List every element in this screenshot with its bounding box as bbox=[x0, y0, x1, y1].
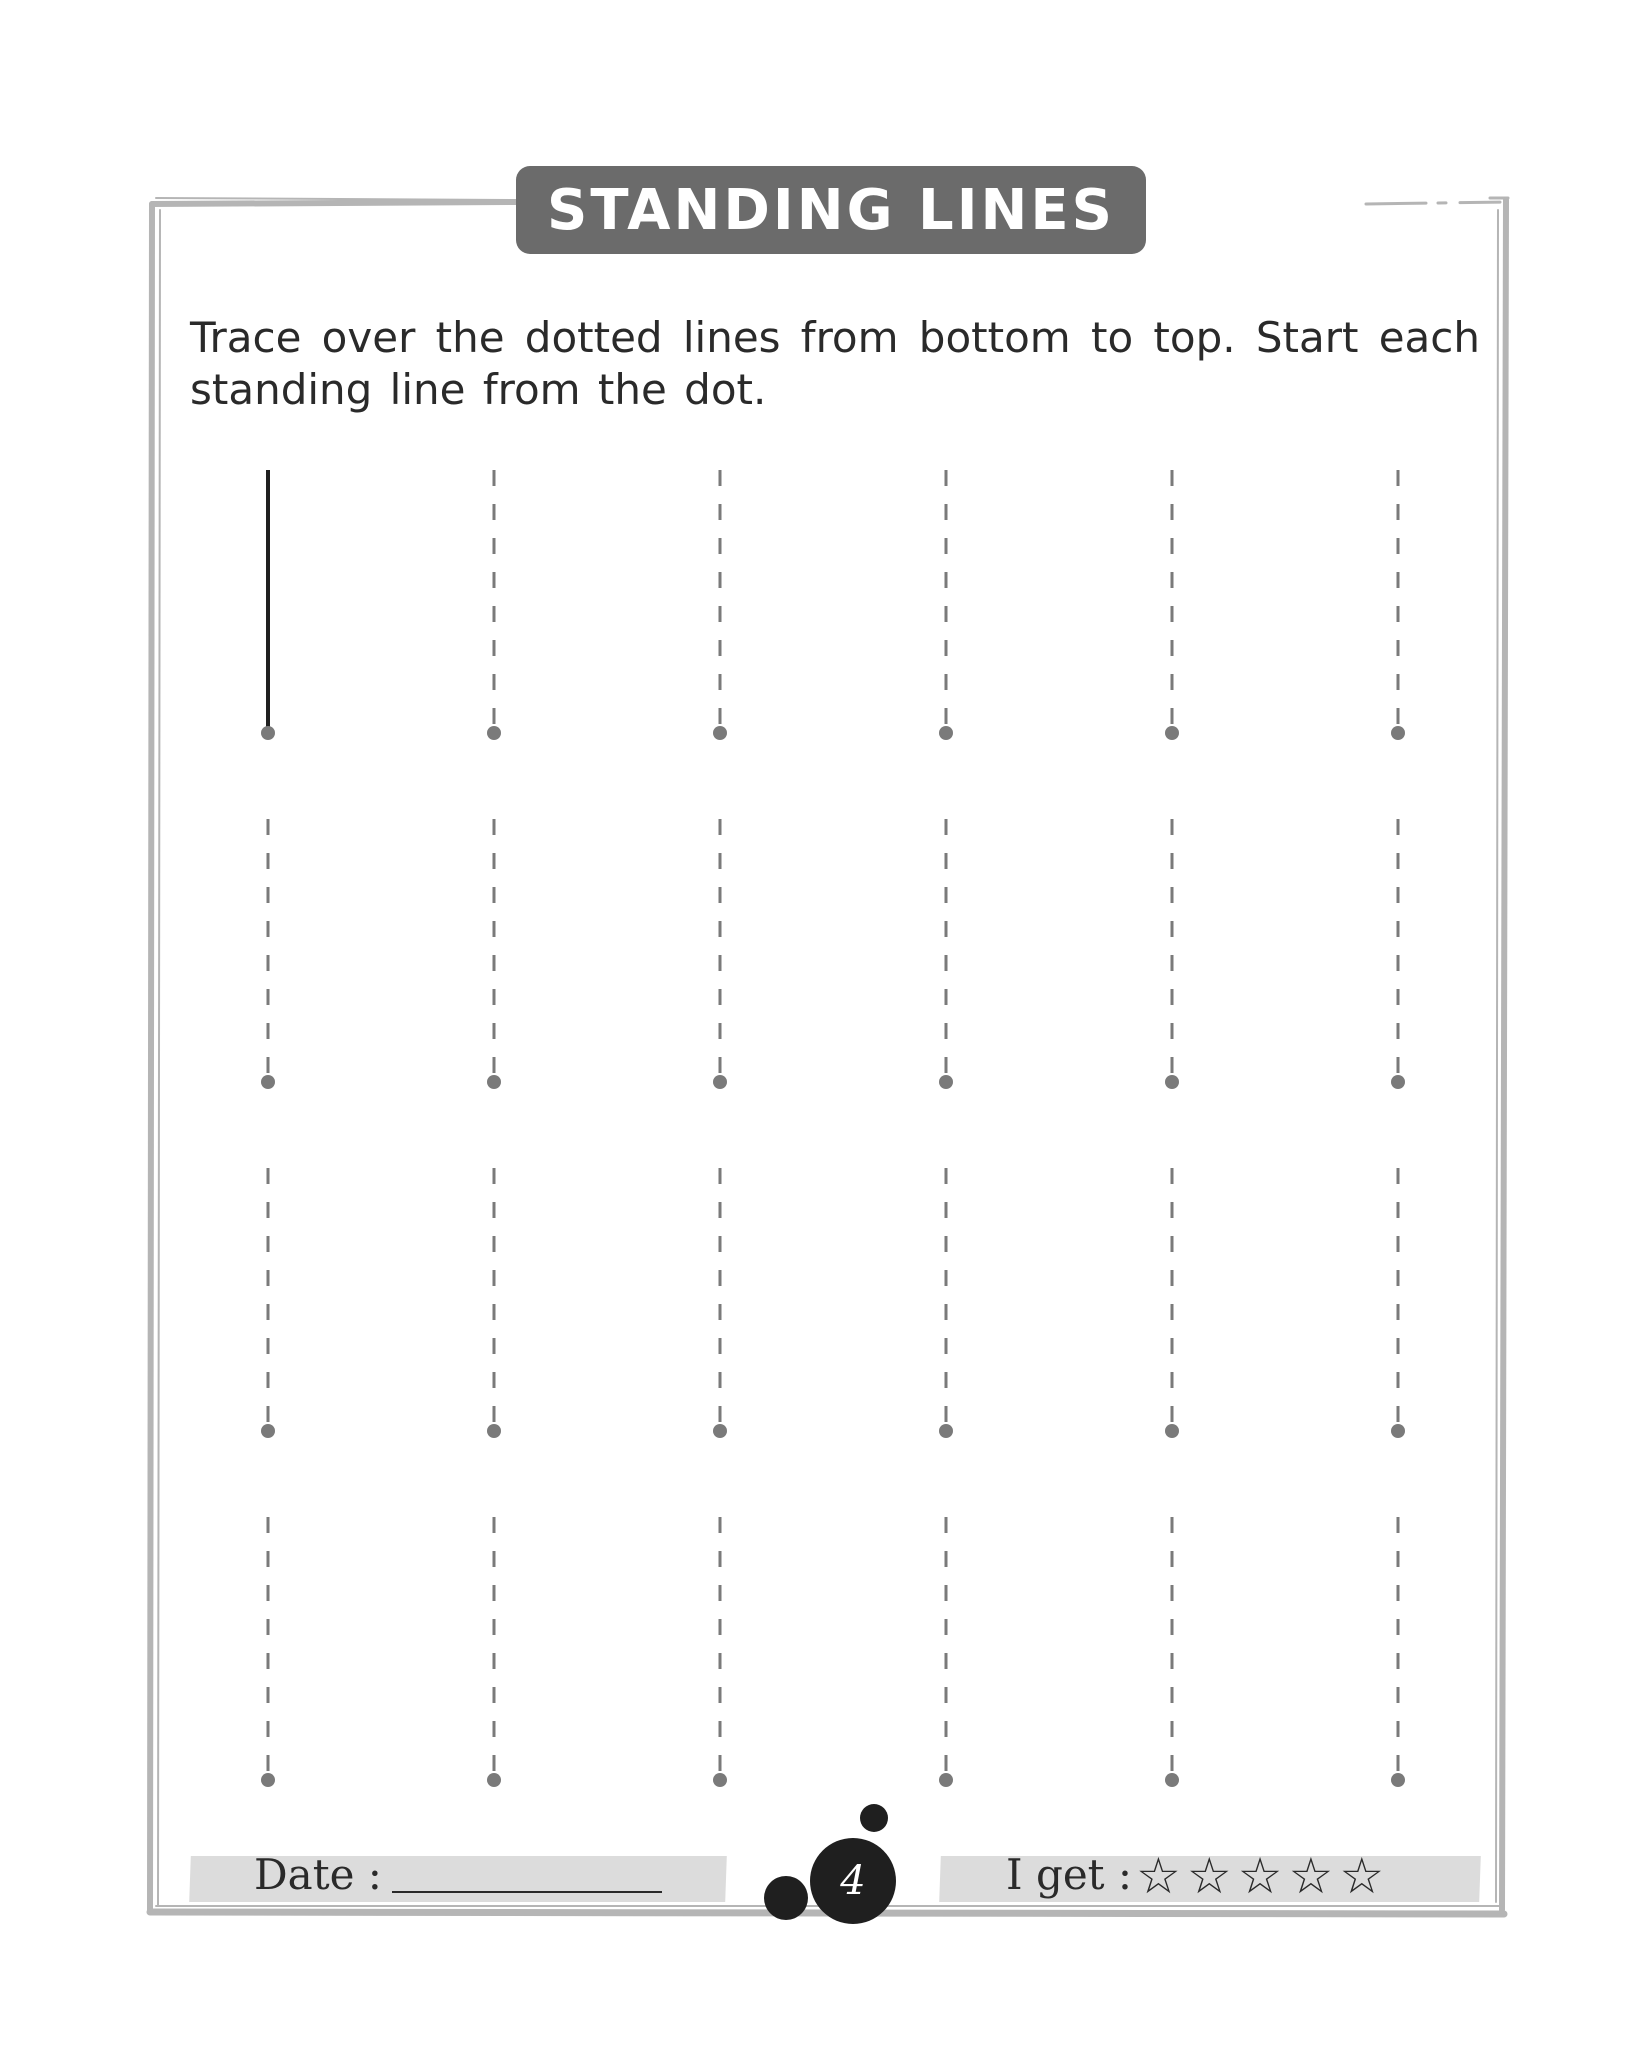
start-dot bbox=[487, 1075, 501, 1089]
start-dot bbox=[261, 1075, 275, 1089]
start-dot bbox=[261, 726, 275, 740]
start-dot bbox=[713, 726, 727, 740]
instructions-text: Trace over the dotted lines from bottom to top. Start each standing line from the dot. bbox=[190, 313, 1480, 414]
start-dot bbox=[939, 1773, 953, 1787]
star-icon[interactable]: ☆ bbox=[1237, 1847, 1283, 1905]
start-dot bbox=[1165, 1773, 1179, 1787]
start-dot bbox=[939, 1424, 953, 1438]
title-banner bbox=[516, 166, 1146, 254]
start-dot bbox=[1391, 726, 1405, 740]
page-border bbox=[150, 198, 1508, 1914]
page-title: STANDING LINES bbox=[546, 177, 1115, 243]
star-icon[interactable]: ☆ bbox=[1288, 1847, 1334, 1905]
start-dot bbox=[1165, 1424, 1179, 1438]
date-label: Date : bbox=[254, 1850, 382, 1899]
start-dot bbox=[939, 1075, 953, 1089]
start-dot bbox=[1165, 726, 1179, 740]
start-dot bbox=[1165, 1075, 1179, 1089]
rating-stars[interactable] bbox=[1136, 1848, 1384, 1904]
date-write-line[interactable] bbox=[392, 1891, 662, 1893]
start-dot bbox=[487, 726, 501, 740]
start-dot bbox=[261, 1773, 275, 1787]
start-dot bbox=[713, 1075, 727, 1089]
start-dot bbox=[713, 1773, 727, 1787]
start-dot bbox=[1391, 1075, 1405, 1089]
start-dot bbox=[1391, 1773, 1405, 1787]
page-number: 4 bbox=[810, 1838, 896, 1924]
tracing-grid bbox=[261, 470, 1405, 1787]
start-dot bbox=[939, 726, 953, 740]
decor-dot-medium bbox=[764, 1876, 808, 1920]
star-icon[interactable]: ☆ bbox=[1339, 1847, 1385, 1905]
start-dot bbox=[713, 1424, 727, 1438]
start-dot bbox=[1391, 1424, 1405, 1438]
start-dot bbox=[261, 1424, 275, 1438]
decor-dot-small bbox=[860, 1804, 888, 1832]
rating-label: I get : bbox=[1006, 1850, 1133, 1899]
start-dot bbox=[487, 1773, 501, 1787]
start-dot bbox=[487, 1424, 501, 1438]
star-icon[interactable]: ☆ bbox=[1136, 1847, 1181, 1905]
star-icon[interactable]: ☆ bbox=[1186, 1847, 1232, 1905]
